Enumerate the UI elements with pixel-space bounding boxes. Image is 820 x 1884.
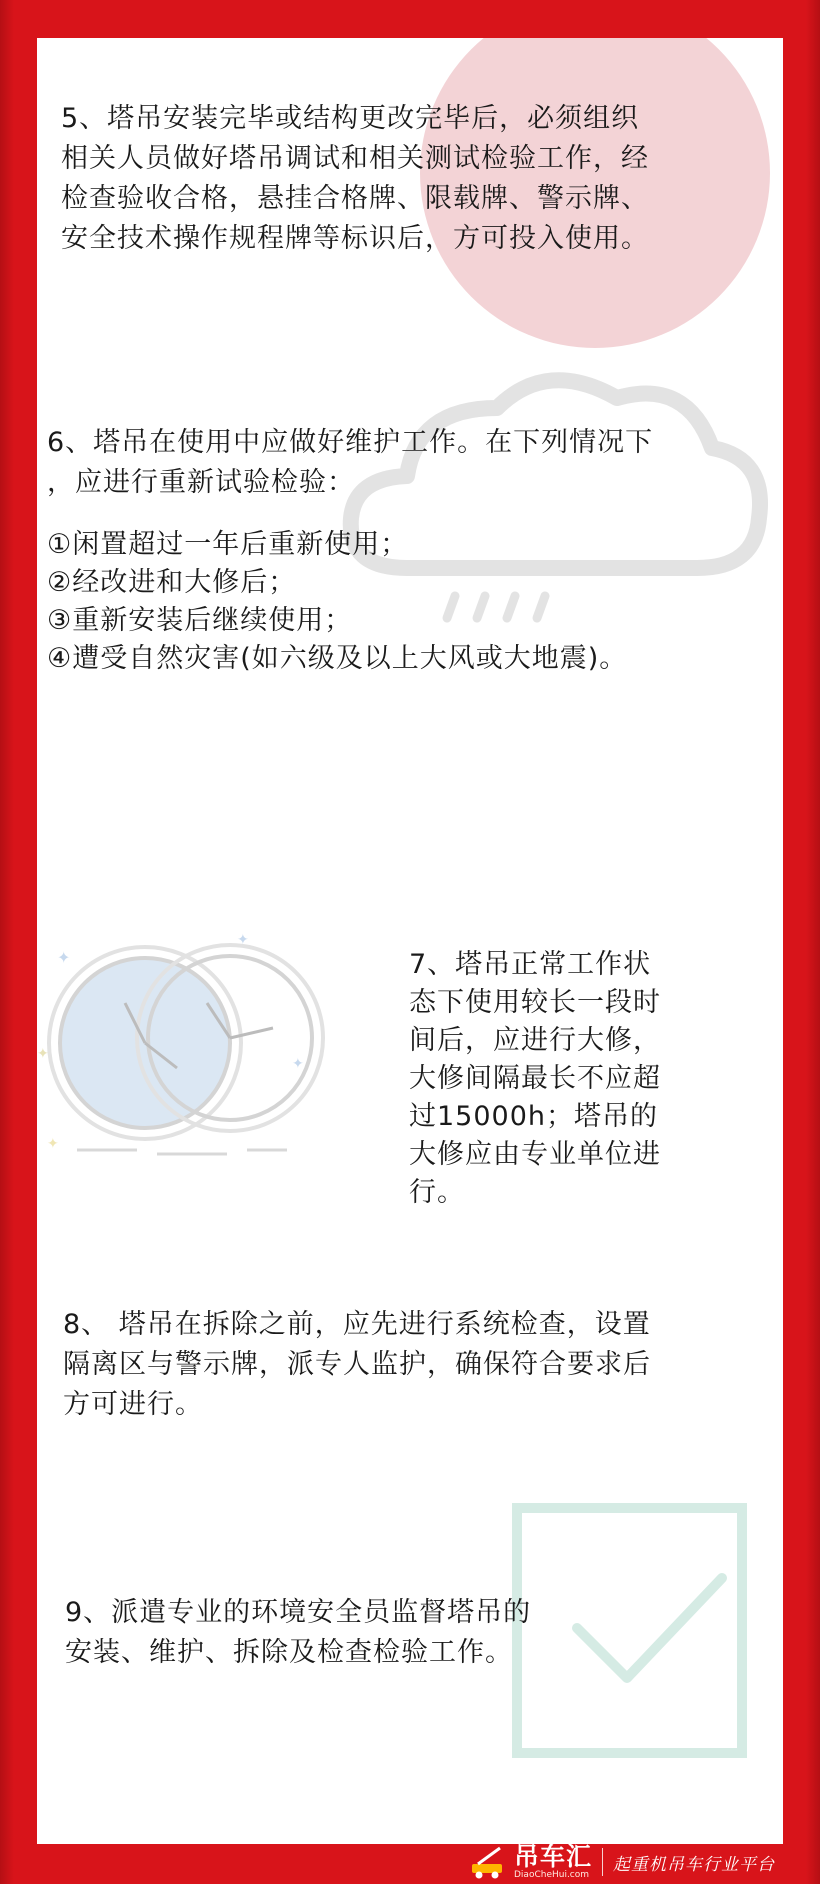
item-5-text — [61, 99, 649, 259]
footer-divider — [602, 1848, 603, 1876]
content-panel — [37, 38, 783, 1844]
item-5-line: 相关人员做好塔吊调试和相关测试检验工作，经 — [61, 143, 649, 174]
list-item: ①闲置超过一年后重新使用； — [47, 529, 409, 560]
item-7-line: 行。 — [409, 1177, 465, 1208]
item-5-line: 检查验收合格，悬挂合格牌、限载牌、警示牌、 — [61, 183, 649, 214]
item-7-text — [409, 946, 661, 1212]
logo-url: DiaoCheHui.com — [514, 1870, 590, 1880]
logo-name: 吊车汇 — [514, 1842, 593, 1871]
item-7-line: 大修间隔最长不应超 — [409, 1063, 661, 1094]
clock-icon — [37, 918, 337, 1178]
item-8-text — [63, 1305, 651, 1425]
list-item: ③重新安装后继续使用； — [47, 605, 353, 636]
item-7-line: 间后，应进行大修， — [409, 1025, 661, 1056]
crane-truck-logo-icon — [470, 1844, 510, 1880]
item-6-sublist — [47, 526, 627, 678]
svg-text:✦: ✦ — [237, 932, 249, 948]
item-7-line: 态下使用较长一段时 — [409, 987, 661, 1018]
item-5-line: 安全技术操作规程牌等标识后，方可投入使用。 — [61, 223, 649, 254]
item-8-line: 隔离区与警示牌，派专人监护，确保符合要求后 — [63, 1349, 651, 1380]
item-9-text — [65, 1593, 531, 1673]
item-6-line: ，应进行重新试验检验： — [47, 467, 355, 498]
item-7-line: 7、塔吊正常工作状 — [409, 949, 652, 980]
list-item: ②经改进和大修后； — [47, 567, 297, 598]
svg-text:✦: ✦ — [292, 1056, 304, 1072]
list-item: ④遭受自然灾害(如六级及以上大风或大地震)。 — [47, 643, 628, 674]
item-8-line: 8、 塔吊在拆除之前，应先进行系统检查，设置 — [63, 1309, 651, 1340]
footer-slogan: 起重机吊车行业平台 — [613, 1854, 776, 1875]
item-8-line: 方可进行。 — [63, 1389, 203, 1420]
item-7-line: 过15000h；塔吊的 — [409, 1101, 659, 1132]
svg-text:✦: ✦ — [57, 948, 71, 967]
item-9-line: 9、派遣专业的环境安全员监督塔吊的 — [65, 1597, 532, 1628]
item-6-line: 6、塔吊在使用中应做好维护工作。在下列情况下 — [47, 427, 654, 458]
logo-text — [514, 1844, 592, 1880]
footer-branding — [470, 1840, 775, 1884]
checkmark-icon — [507, 1498, 783, 1798]
svg-text:✦: ✦ — [37, 1046, 49, 1062]
item-5-line: 5、塔吊安装完毕或结构更改完毕后，必须组织 — [61, 103, 640, 134]
svg-text:✦: ✦ — [47, 1136, 59, 1152]
item-6-text — [47, 423, 653, 503]
item-9-line: 安装、维护、拆除及检查检验工作。 — [65, 1637, 513, 1668]
item-7-line: 大修应由专业单位进 — [409, 1139, 661, 1170]
